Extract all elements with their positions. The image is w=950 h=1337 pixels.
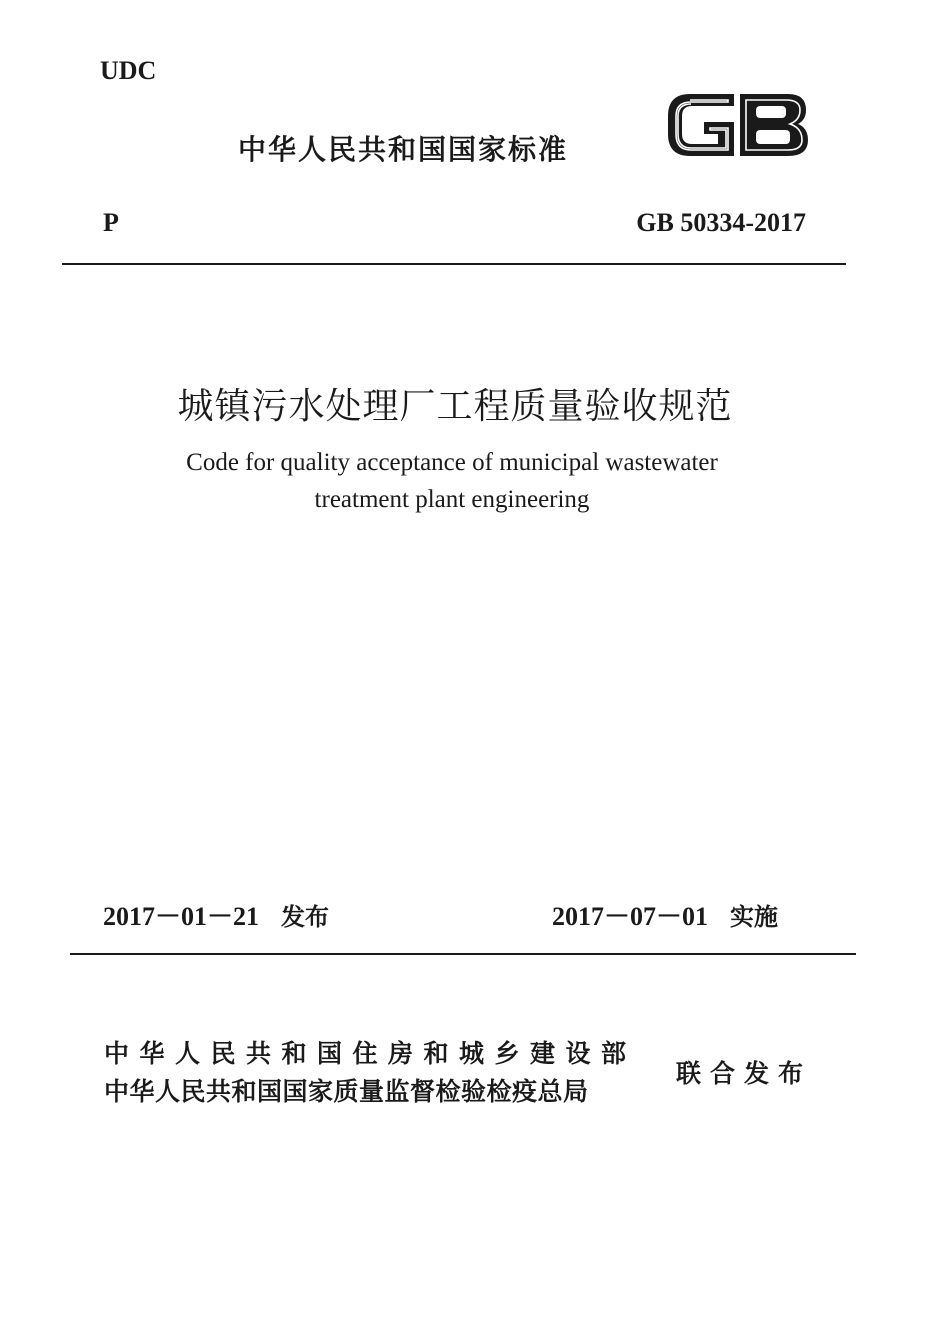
implement-date: 2017－07－01 [552,902,709,931]
gb-logo [664,88,812,162]
title-english-line2: treatment plant engineering [314,486,590,513]
title-chinese: 城镇污水处理厂工程质量验收规范 [177,386,733,427]
issue-date: 2017－01－21 [103,902,260,931]
bottom-divider [70,953,856,955]
gb-logo-b-hole-bottom [756,130,790,144]
standard-number: GB 50334-2017 [636,208,806,237]
issuer-ministry: 中华人民共和国住房和城乡建设部 [104,1039,637,1068]
implement-date-block [552,896,778,933]
title-english-line1: Code for quality acceptance of municipal wastewater [186,449,718,476]
implement-label: 实施 [730,903,779,931]
issuer-aqsiq: 中华人民共和国国家质量监督检验检疫总局 [104,1077,589,1106]
top-divider [62,263,846,265]
category-code: P [103,208,119,237]
joint-issue-label: 联合发布 [676,1059,813,1088]
gb-logo-b-hole-top [756,106,786,118]
issue-label: 发布 [281,903,330,931]
udc-label: UDC [100,56,157,85]
issue-date-block [103,896,329,933]
national-standard-heading: 中华人民共和国国家标准 [238,133,569,166]
